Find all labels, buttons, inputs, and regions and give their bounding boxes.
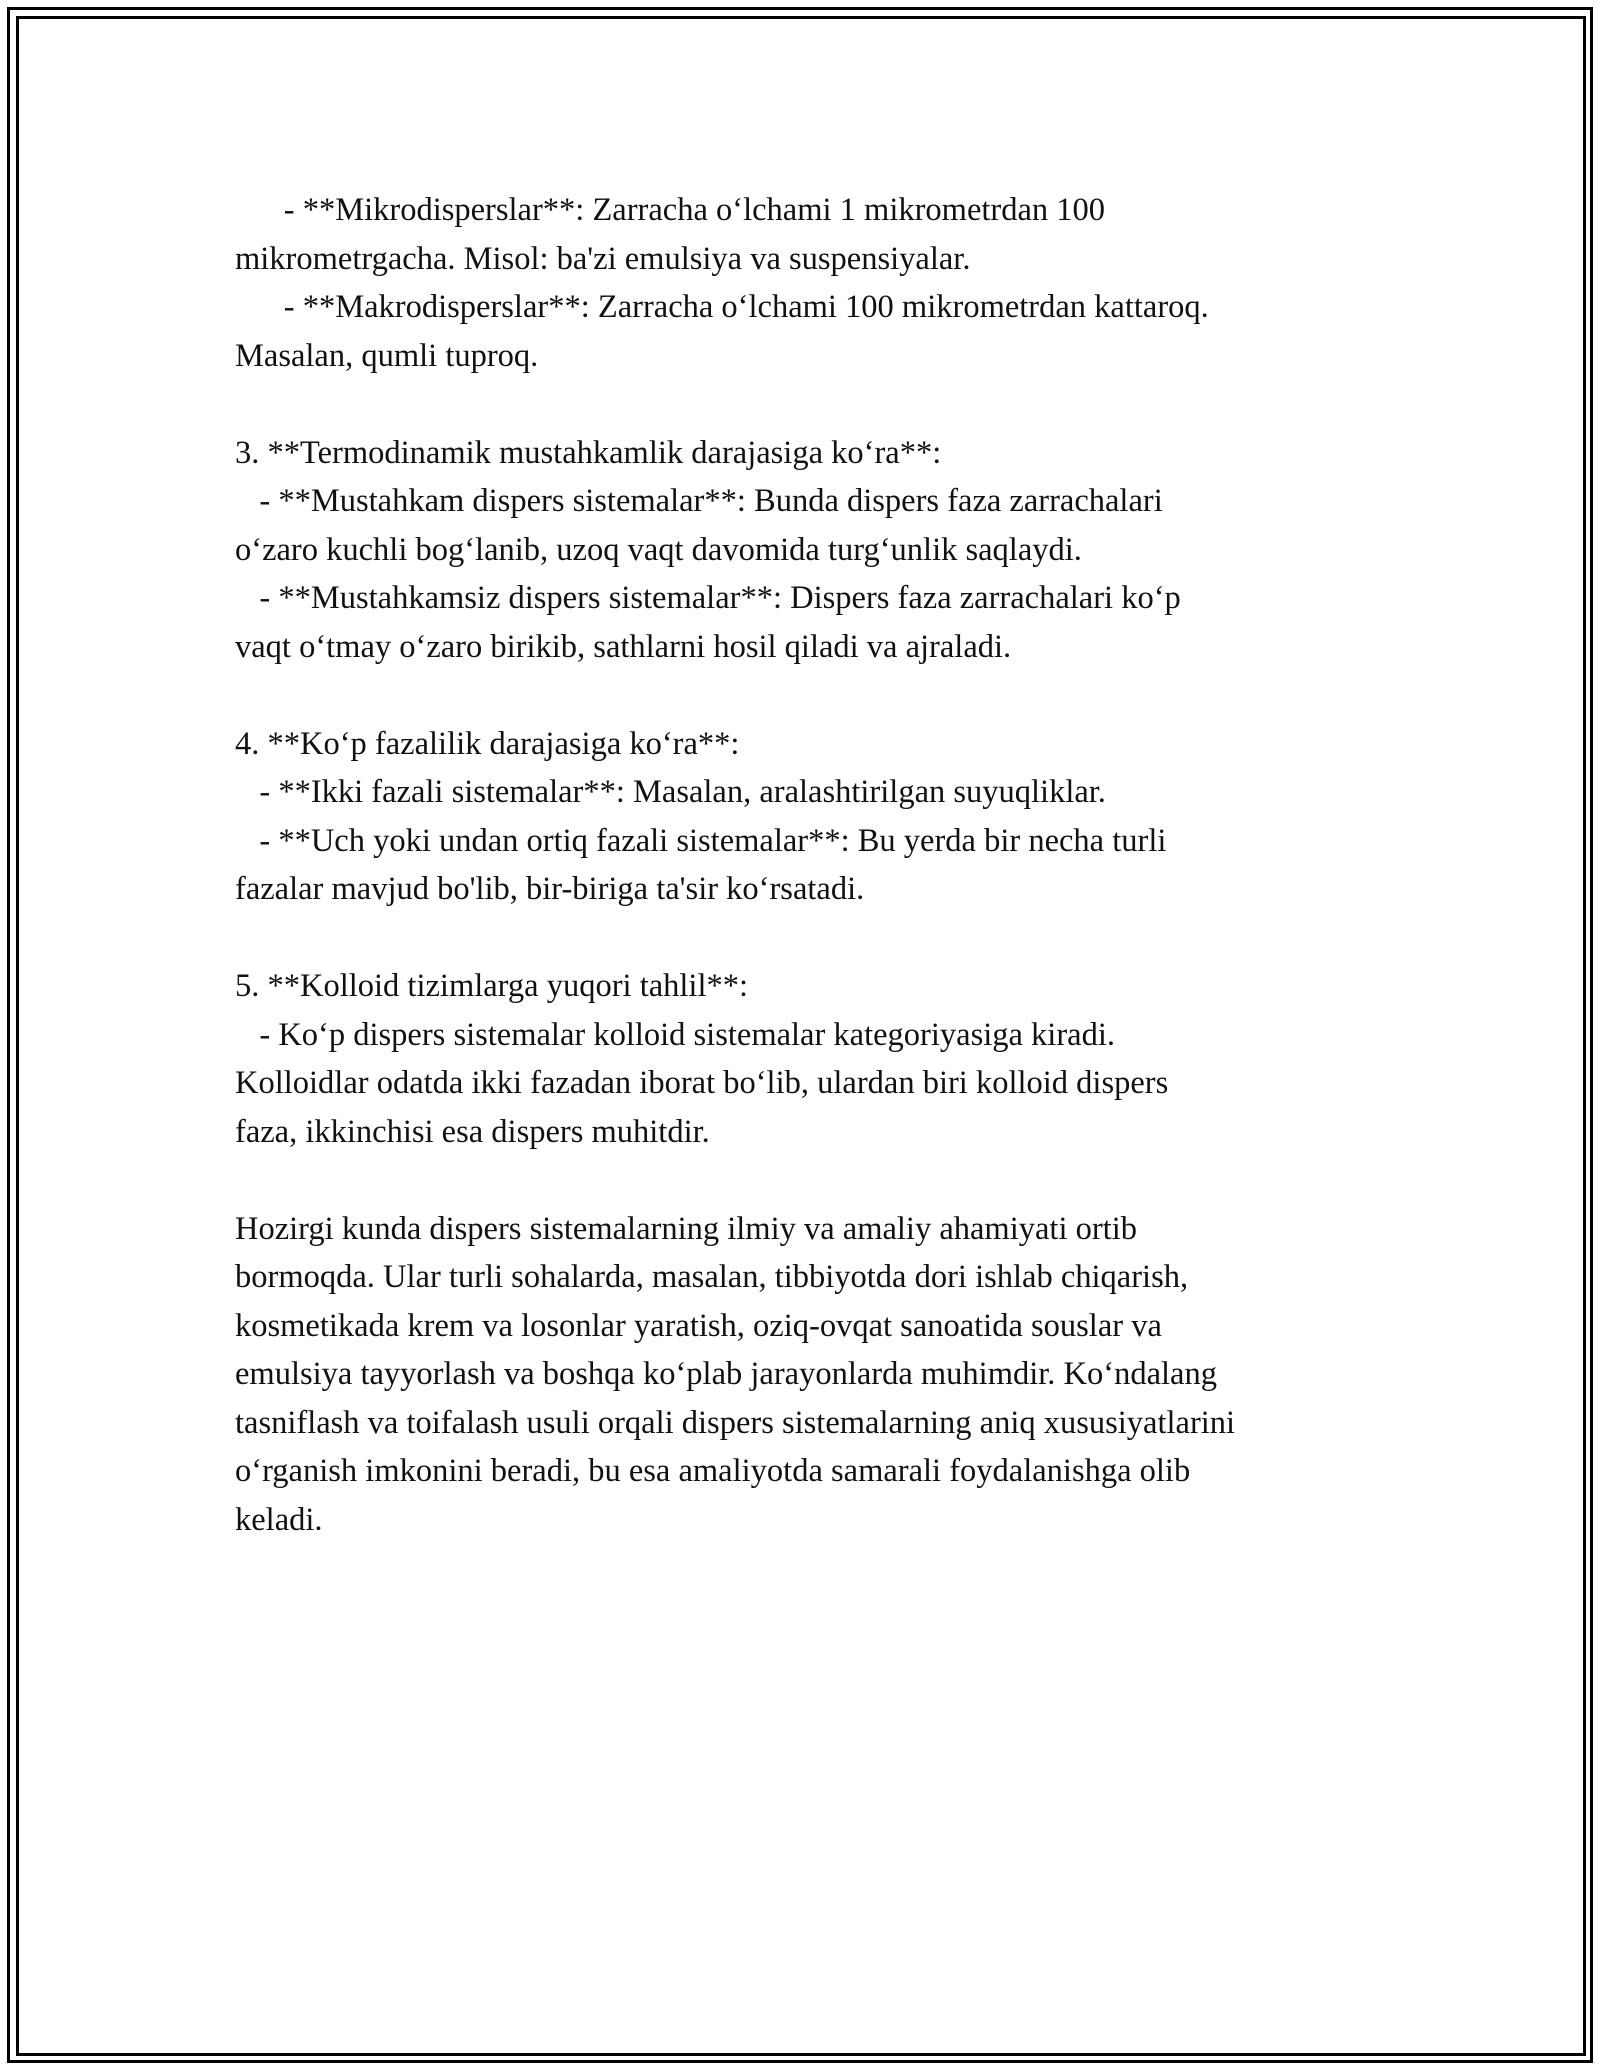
text-line: vaqt o‘tmay o‘zaro birikib, sathlarni hosil qiladi va ajraladi. xyxy=(235,628,1012,665)
text-line: kosmetikada krem va losonlar yaratish, oziq-ovqat sanoatida souslar va xyxy=(235,1307,1162,1344)
text-line: keladi. xyxy=(235,1501,323,1538)
paragraph-gap xyxy=(235,1156,1385,1205)
text-line: tasniflash va toifalash usuli orqali dispers sistemalarning aniq xususiyatlarini xyxy=(235,1404,1236,1441)
section-heading: 3. **Termodinamik mustahkamlik darajasiga ko‘ra**: xyxy=(235,434,942,471)
text-line: - **Mikrodisperslar**: Zarracha o‘lchami 1 mikrometrdan 100 xyxy=(235,192,1106,228)
text-line: - Ko‘p dispers sistemalar kolloid sistemalar kategoriyasiga kiradi. xyxy=(235,1016,1115,1053)
section-heading: 4. **Ko‘p fazalilik darajasiga ko‘ra**: xyxy=(235,725,740,762)
text-line: - **Ikki fazali sistemalar**: Masalan, aralashtirilgan suyuqliklar. xyxy=(235,774,1106,810)
text-line: Kolloidlar odatda ikki fazadan iborat bo‘lib, ulardan biri kolloid dispers xyxy=(235,1065,1169,1101)
document-body xyxy=(235,186,1385,1544)
text-line: - **Mustahkam dispers sistemalar**: Bunda dispers faza zarrachalari xyxy=(235,483,1163,519)
paragraph-gap xyxy=(235,671,1385,720)
text-line: mikrometrgacha. Misol: ba'zi emulsiya va suspensiyalar. xyxy=(235,240,971,277)
paragraph-gap xyxy=(235,914,1385,963)
text-line: Hozirgi kunda dispers sistemalarning ilmiy va amaliy ahamiyati ortib xyxy=(235,1210,1137,1247)
text-line: o‘rganish imkonini beradi, bu esa amaliyotda samarali foydalanishga olib xyxy=(235,1453,1191,1489)
paragraph-gap xyxy=(235,380,1385,429)
text-line: - **Makrodisperslar**: Zarracha o‘lchami 100 mikrometrdan kattaroq. xyxy=(235,289,1209,325)
text-line: bormoqda. Ular turli sohalarda, masalan, tibbiyotda dori ishlab chiqarish, xyxy=(235,1259,1189,1295)
text-line: emulsiya tayyorlash va boshqa ko‘plab jarayonlarda muhimdir. Ko‘ndalang xyxy=(235,1356,1217,1392)
text-line: faza, ikkinchisi esa dispers muhitdir. xyxy=(235,1113,710,1150)
text-line: Masalan, qumli tuproq. xyxy=(235,337,539,374)
text-line: fazalar mavjud bo'lib, bir-biriga ta'sir ko‘rsatadi. xyxy=(235,871,865,907)
text-line: - **Mustahkamsiz dispers sistemalar**: Dispers faza zarrachalari ko‘p xyxy=(235,580,1181,616)
text-line: o‘zaro kuchli bog‘lanib, uzoq vaqt davomida turg‘unlik saqlaydi. xyxy=(235,531,1082,568)
text-line: - **Uch yoki undan ortiq fazali sistemalar**: Bu yerda bir necha turli xyxy=(235,822,1167,859)
section-heading: 5. **Kolloid tizimlarga yuqori tahlil**: xyxy=(235,968,749,1004)
